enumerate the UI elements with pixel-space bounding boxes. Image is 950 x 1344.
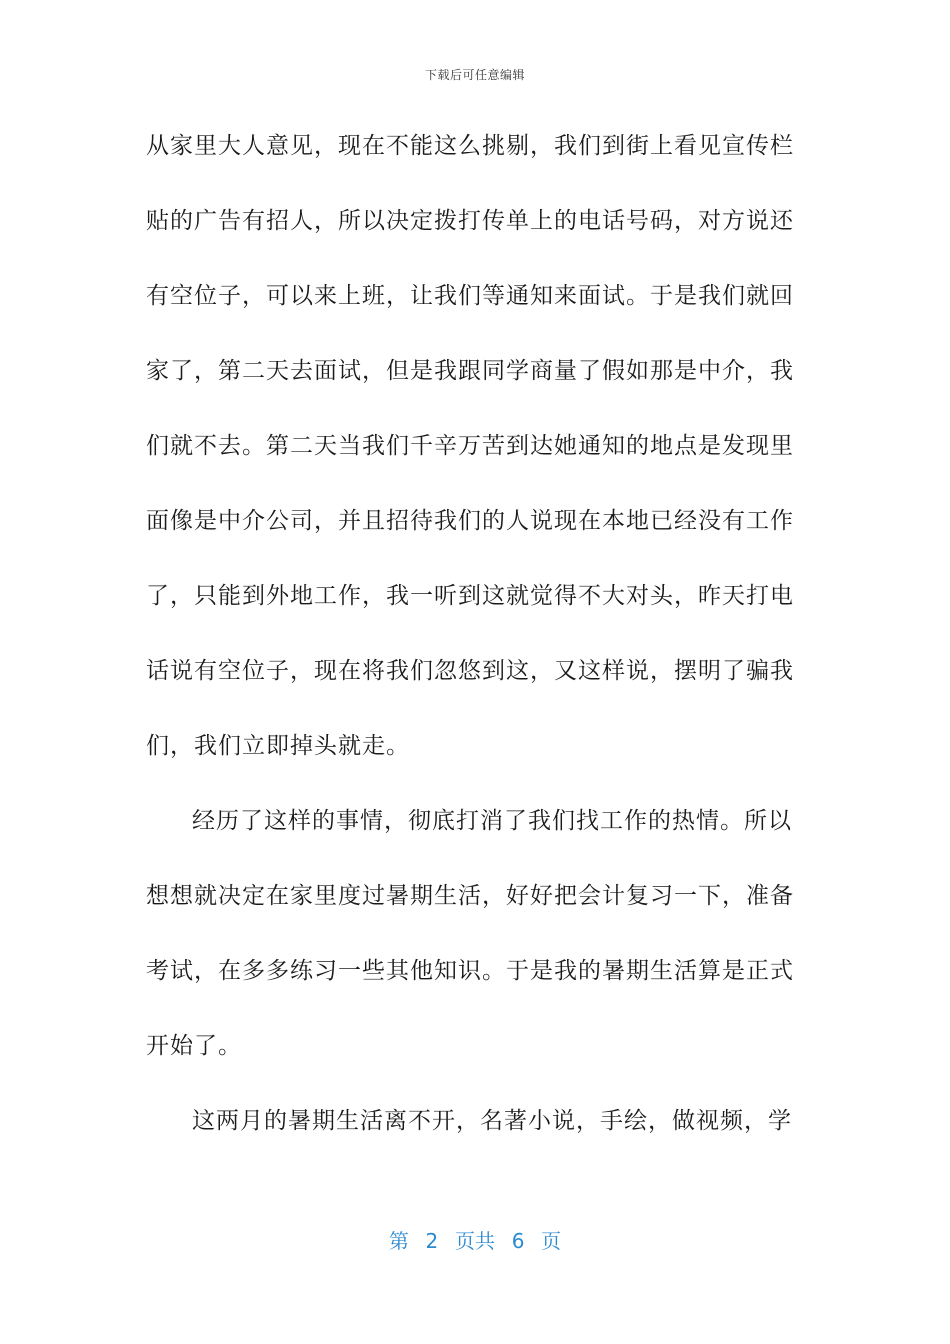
text-line: 经历了这样的事情，彻底打消了我们找工作的热情。所以 — [192, 808, 792, 834]
text-line: 这两月的暑期生活离不开，名著小说，手绘，做视频，学 — [192, 1108, 792, 1134]
text-line: 从家里大人意见，现在不能这么挑剔，我们到街上看见宣传栏 — [146, 133, 794, 159]
text-line: 面像是中介公司，并且招待我们的人说现在本地已经没有工作 — [146, 508, 794, 534]
text-line: 考试，在多多练习一些其他知识。于是我的暑期生活算是正式 — [146, 958, 794, 984]
page-number-label: 第 2 页共 6 页 — [388, 1229, 562, 1253]
text-line: 家了，第二天去面试，但是我跟同学商量了假如那是中介，我 — [146, 358, 794, 384]
text-line: 有空位子，可以来上班，让我们等通知来面试。于是我们就回 — [146, 283, 794, 309]
text-line: 了，只能到外地工作，我一听到这就觉得不大对头，昨天打电 — [146, 583, 794, 609]
text-line: 们就不去。第二天当我们千辛万苦到达她通知的地点是发现里 — [146, 433, 794, 459]
header-note: 下载后可任意编辑 — [424, 68, 525, 82]
document-body — [146, 126, 792, 1176]
text-line: 想想就决定在家里度过暑期生活，好好把会计复习一下，准备 — [146, 883, 794, 909]
text-line: 话说有空位子，现在将我们忽悠到这，又这样说，摆明了骗我 — [146, 658, 794, 684]
page-number-footer — [0, 1225, 950, 1254]
text-line: 们，我们立即掉头就走。 — [146, 733, 410, 759]
text-line: 贴的广告有招人，所以决定拨打传单上的电话号码，对方说还 — [146, 208, 794, 234]
text-line: 开始了。 — [146, 1033, 242, 1059]
